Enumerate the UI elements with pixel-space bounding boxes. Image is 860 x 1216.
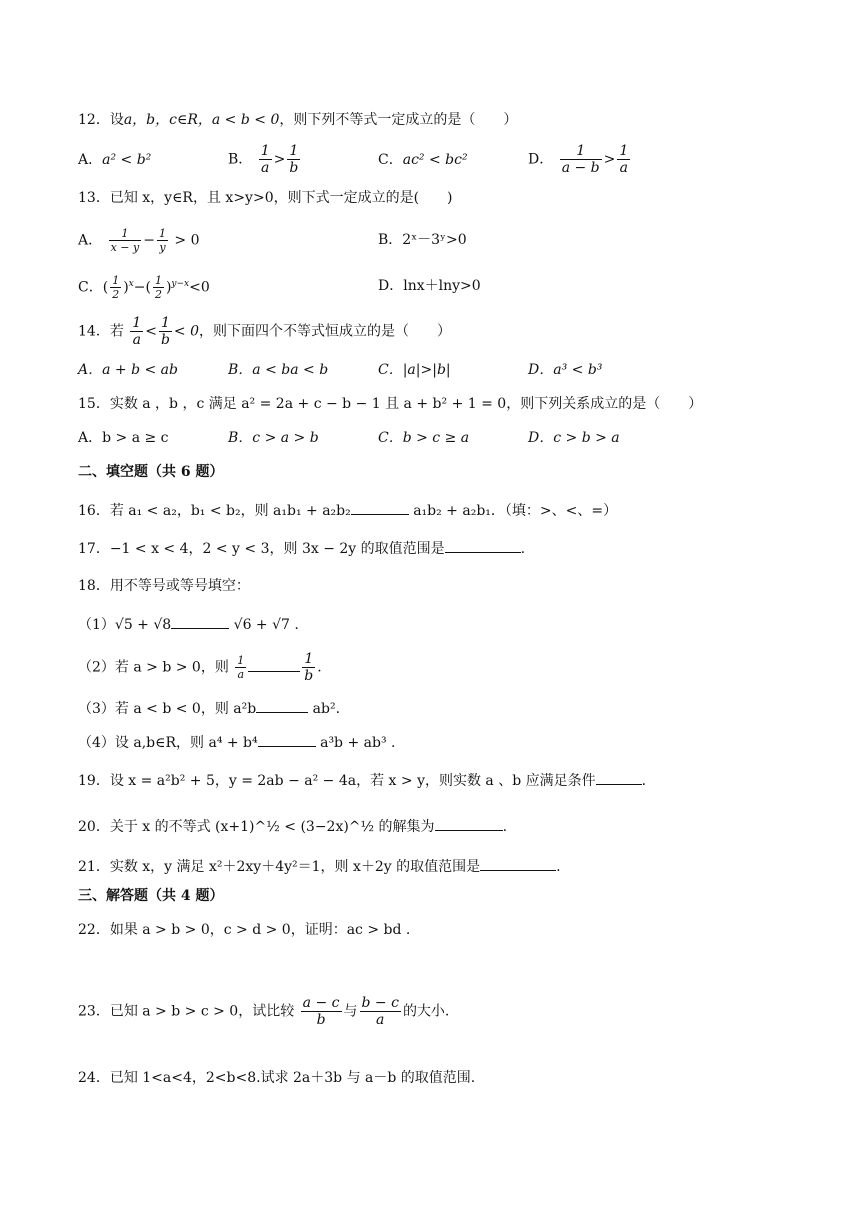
question-22: 22．如果 a > b > 0，c > d > 0，证明：ac > bd .: [78, 922, 411, 938]
question-20: 20．关于 x 的不等式 (x+1)^½ < (3−2x)^½ 的解集为 .: [78, 816, 507, 837]
fraction: $\frac{1}{x - y}$: [110, 227, 140, 254]
q13-option-c: C．( $\frac{1}{2}$ )$^x$−( $\frac{1}{2}$ )$^{y-x}$<0: [78, 274, 210, 302]
question-24: 24．已知 1<a<4，2<b<8.试求 2a＋3b 与 a－b 的取值范围.: [78, 1070, 476, 1086]
fraction: $\frac{1}{a - b}$: [561, 143, 600, 176]
q12-option-b: B． $\frac{1}{a}$ > $\frac{1}{b}$: [228, 143, 299, 176]
question-18-stem: 18．用不等号或等号填空：: [78, 578, 250, 594]
answer-blank: [351, 500, 409, 515]
q15-option-a: A．b > a ≥ c: [78, 430, 169, 446]
q12-option-a: A．a² < b²: [78, 152, 152, 168]
q12-option-d: D． $\frac{1}{a - b}$ > $\frac{1}{a}$: [528, 143, 629, 176]
section-answer-heading: 三、解答题（共 4 题）: [78, 888, 224, 904]
q15-option-c: C．b > c ≥ a: [378, 430, 470, 446]
answer-blank: [596, 770, 642, 785]
q13-option-d: D．lnx＋lny>0: [378, 278, 481, 294]
question-16: 16．若 a₁ < a₂，b₁ < b₂，则 a₁b₁ + a₂b₂ a₁b₂ + a₂b₁．（填：>、<、=）: [78, 500, 617, 521]
question-18-part-1: （1）√5 + √8 √6 + √7 .: [78, 614, 299, 635]
q14-option-d: D．a³ < b³: [528, 362, 603, 378]
q12-option-c: C．ac² < bc²: [378, 152, 468, 168]
q13-option-b: B．2ˣ－3ʸ>0: [378, 232, 467, 248]
fraction: $\frac{1}{a}$: [132, 315, 142, 348]
answer-blank: [445, 538, 521, 553]
question-15-stem: 15．实数 a ，b ，c 满足 a² = 2a + c − b − 1 且 a + b² + 1 = 0，则下列关系成立的是（ ）: [78, 396, 703, 412]
question-17: 17．−1 < x < 4，2 < y < 3，则 3x − 2y 的取值范围是 .: [78, 538, 525, 559]
fraction: $\frac{1}{y}$: [158, 227, 166, 254]
answer-blank: [256, 698, 308, 713]
q14-option-b: B．a < ba < b: [228, 362, 329, 378]
section-fill-in-heading: 二、填空题（共 6 题）: [78, 464, 224, 480]
question-14-stem: 14．若 $\frac{1}{a}$ < $\frac{1}{b}$ < 0，则下面四个不等式恒成立的是（ ）: [78, 315, 451, 348]
fraction: $\frac{1}{b}$: [289, 143, 299, 176]
fraction: $\frac{1}{2}$: [154, 274, 162, 302]
question-18-part-3: （3）若 a < b < 0，则 a²b ab².: [78, 698, 340, 719]
question-18-part-2: （2）若 a > b > 0，则 $\frac{1}{a}$ $\frac{1}{b}$ .: [78, 651, 322, 684]
q14-option-a: A．a + b < ab: [78, 362, 178, 378]
fraction: $\frac{1}{a}$: [237, 654, 245, 681]
answer-blank: [480, 856, 556, 871]
question-18-part-4: （4）设 a,b∈R，则 a⁴ + b⁴ a³b + ab³ .: [78, 732, 395, 753]
q15-option-d: D．c > b > a: [528, 430, 620, 446]
fraction: $\frac{1}{2}$: [112, 274, 120, 302]
answer-blank: [258, 732, 316, 747]
fraction: $\frac{b - c}{a}$: [361, 995, 399, 1028]
question-12-stem: 12．设a，b，c∈R，a < b < 0，则下列不等式一定成立的是（ ）: [78, 112, 518, 128]
fraction: $\frac{1}{b}$: [304, 651, 314, 684]
answer-blank: [171, 614, 229, 629]
q14-option-c: C．|a|>|b|: [378, 362, 451, 378]
fraction: $\frac{1}{a}$: [619, 143, 629, 176]
fraction: $\frac{1}{b}$: [160, 315, 170, 348]
question-13-stem: 13．已知 x，y∈R，且 x>y>0，则下式一定成立的是( ): [78, 190, 453, 206]
q13-option-a: A． $\frac{1}{x - y}$ − $\frac{1}{y}$ > 0: [78, 227, 200, 254]
fraction: $\frac{a - c}{b}$: [302, 995, 340, 1028]
question-19: 19．设 x = a²b² + 5，y = 2ab − a² − 4a，若 x > y，则实数 a 、b 应满足条件 .: [78, 770, 646, 791]
fraction: $\frac{1}{a}$: [260, 143, 270, 176]
question-21: 21．实数 x，y 满足 x²＋2xy＋4y²＝1，则 x＋2y 的取值范围是 .: [78, 856, 561, 877]
answer-blank: [435, 816, 503, 831]
q15-option-b: B．c > a > b: [228, 430, 319, 446]
answer-blank: [248, 657, 300, 672]
question-23: 23．已知 a > b > c > 0，试比较 $\frac{a - c}{b}$ 与 $\frac{b - c}{a}$ 的大小.: [78, 995, 450, 1028]
